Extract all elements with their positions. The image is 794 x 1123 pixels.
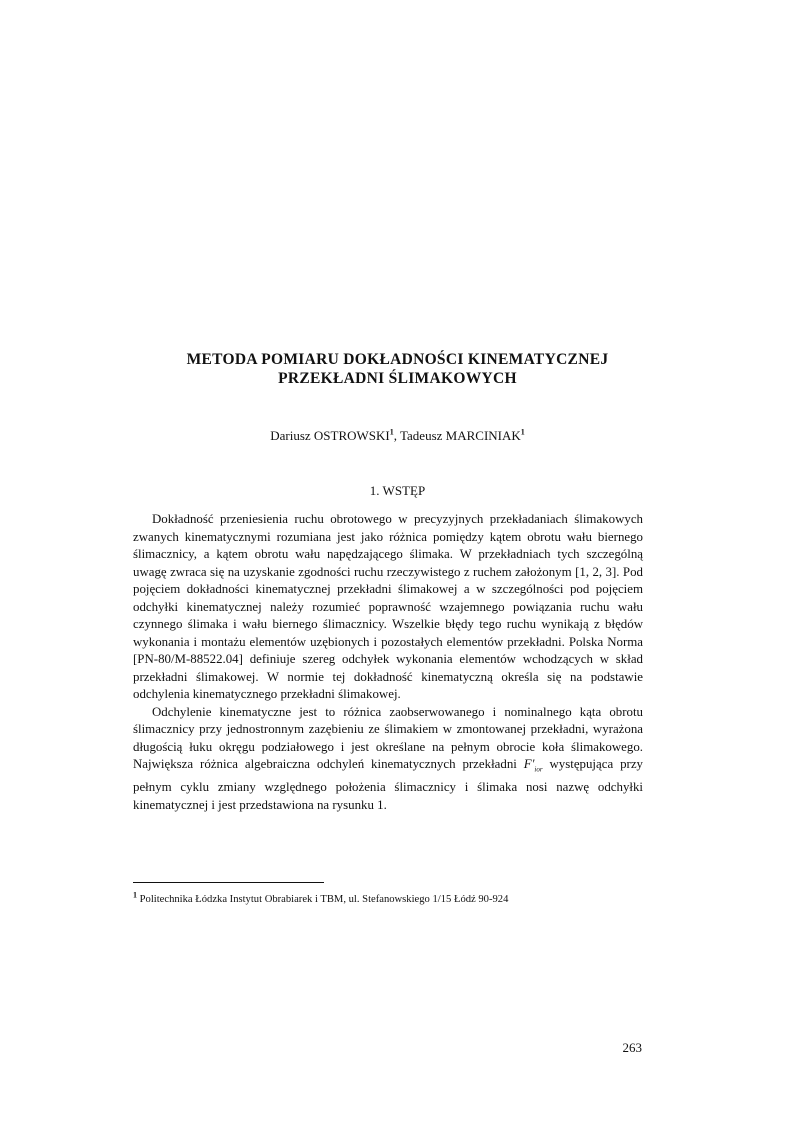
body-text <box>133 511 643 814</box>
title-line-2: PRZEKŁADNI ŚLIMAKOWYCH <box>278 370 517 387</box>
symbol-f-ior <box>523 757 543 774</box>
paragraph-2-text-end: występująca przy pełnym cyklu zmiany względnego położenia ślimacznicy i ślimaka nosi nazwę odchyłki kinematycznej i jest przedstawiona na rysunku 1. <box>133 757 643 812</box>
paragraph-1: Dokładność przeniesienia ruchu obrotowego w precyzyjnych przekładaniach ślimakowych zwanych kinematycznymi rozumiana jest jako różnica pomiędzy kątem obrotu wału biernego ślimacznicy, a kątem obrotu wału napędzającego ślimaka. W przekładniach tych szczególną uwagę zwraca się na uzyskanie zgodności ruchu rzeczywistego z ruchem założonym [1, 2, 3]. Pod pojęciem dokładności kinematycznej przekładni ślimakowej a w szczególności pod pojęciem odchyłki kinematycznej należy rozumieć poprawność wzajemnego powiązania ruchu wału czynnego ślimaka i wału biernego ślimacznicy. Wszelkie błędy tego ruchu wynikają z błędów wykonania i montażu elementów uzębionych i pozostałych elementów przekładni. Polska Norma [PN-80/M-88522.04] definiuje szereg odchyłek wykonania elementów wchodzących w skład przekładni ślimakowej. W normie tej dokładność kinematyczną określa się na podstawie odchylenia kinematycznego przekładni ślimakowej. <box>133 512 643 701</box>
page-number: 263 <box>622 1040 642 1055</box>
author-2-affiliation-mark: 1 <box>520 427 525 437</box>
author-2-name: Tadeusz MARCINIAK <box>400 428 521 443</box>
footnote <box>133 890 653 907</box>
author-1-name: Dariusz OSTROWSKI <box>270 428 390 443</box>
title-line-1: METODA POMIARU DOKŁADNOŚCI KINEMATYCZNEJ <box>186 351 609 368</box>
symbol-subscript: ior <box>534 765 543 774</box>
footnote-mark: 1 <box>133 890 137 900</box>
paragraph-2 <box>133 704 643 815</box>
section-heading: 1. WSTĘP <box>369 483 426 498</box>
footnote-separator <box>133 882 324 883</box>
symbol-base: F' <box>523 757 535 771</box>
author-1-affiliation-mark: 1 <box>389 427 394 437</box>
paper-title <box>120 350 675 388</box>
paragraph-2-text-start: Odchylenie kinematyczne jest to różnica zaobserwowanego i nominalnego kąta obrotu ślimacznicy przy jednostronnym zazębieniu ze ślimakiem w zmontowanej przekładni, wyrażona długością łuku okręgu podziałowego i jest określane na pełnym obrocie koła ślimakowego. Największa różnica algebraiczna odchyleń kinematycznych przekładni <box>133 704 643 771</box>
author-separator: , <box>393 428 400 443</box>
author-line <box>120 428 675 444</box>
footnote-text: Politechnika Łódzka Instytut Obrabiarek i TBM, ul. Stefanowskiego 1/15 Łódź 90-924 <box>137 894 509 905</box>
